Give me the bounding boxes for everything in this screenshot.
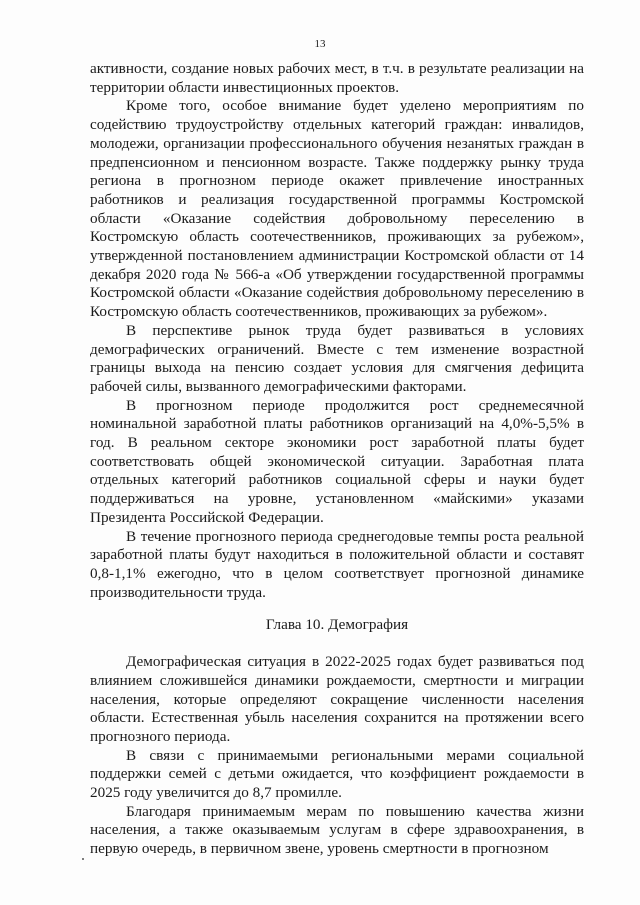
chapter-heading: Глава 10. Демография (265, 616, 409, 634)
paragraph-employment-support: Кроме того, особое внимание будет уделено мероприятиям по содействию трудоустройству отдельных категорий граждан: инвалидов, молодежи, организации профессионального обучения незанятых граждан в предпенсионном и пенсионном возрасте. Также поддержку рынку труда региона в прогнозном периоде окажет привлечение иностранных работников и реализация государственной программы Костромской области «Оказание содействия добровольному переселению в Костромскую область соотечественников, проживающих за рубежом», утвержденной постановлением администрации Костромской области от 14 декабря 2020 года № 566-а «Об утверждении государственной программы Костромской области «Оказание содействия добровольному переселению в Костромскую область соотечественников, проживающих за рубежом». (90, 97, 584, 321)
paragraph-labor-market-outlook: В перспективе рынок труда будет развиваться в условиях демографических ограничений. Вместе с тем изменение возрастной границы выхода на пенсию создает условия для смягчения дефицита рабочей силы, вызванного демографическими факторами. (90, 321, 584, 395)
paragraph-continuation: активности, создание новых рабочих мест, в т.ч. в результате реализации на территории области инвестиционных проектов. (90, 60, 584, 96)
scan-artifact-dot (82, 858, 84, 860)
document-body (90, 60, 584, 859)
paragraph-birth-rate: В связи с принимаемыми региональными мерами социальной поддержки семей с детьми ожидается, что коэффициент рождаемости в 2025 году увеличится до 8,7 промилле. (90, 746, 584, 802)
page-number: 13 (314, 38, 326, 50)
paragraph-mortality: Благодаря принимаемым мерам по повышению качества жизни населения, а также оказываемым услугам в сфере здравоохранения, в первую очередь, в первичном звене, уровень смертности в прогнозном (90, 802, 584, 858)
paragraph-wage-growth: В прогнозном периоде продолжится рост среднемесячной номинальной заработной платы работников организаций на 4,0%-5,5% в год. В реальном секторе экономики рост заработной платы будет соответствовать общей экономической ситуации. Заработная плата отдельных категорий работников социальной сферы и науки будет поддерживаться на уровне, установленном «майскими» указами Президента Российской Федерации. (90, 396, 584, 526)
paragraph-real-wages: В течение прогнозного периода среднегодовые темпы роста реальной заработной платы будут находиться в положительной области и составят 0,8-1,1% ежегодно, что в целом соответствует прогнозной динамике производительности труда. (90, 527, 584, 601)
paragraph-demographic-situation: Демографическая ситуация в 2022-2025 годах будет развиваться под влиянием сложившейся динамики рождаемости, смертности и миграции населения, которые определяют сокращение численности населения области. Естественная убыль населения сохранится на протяжении всего прогнозного периода. (90, 653, 584, 745)
